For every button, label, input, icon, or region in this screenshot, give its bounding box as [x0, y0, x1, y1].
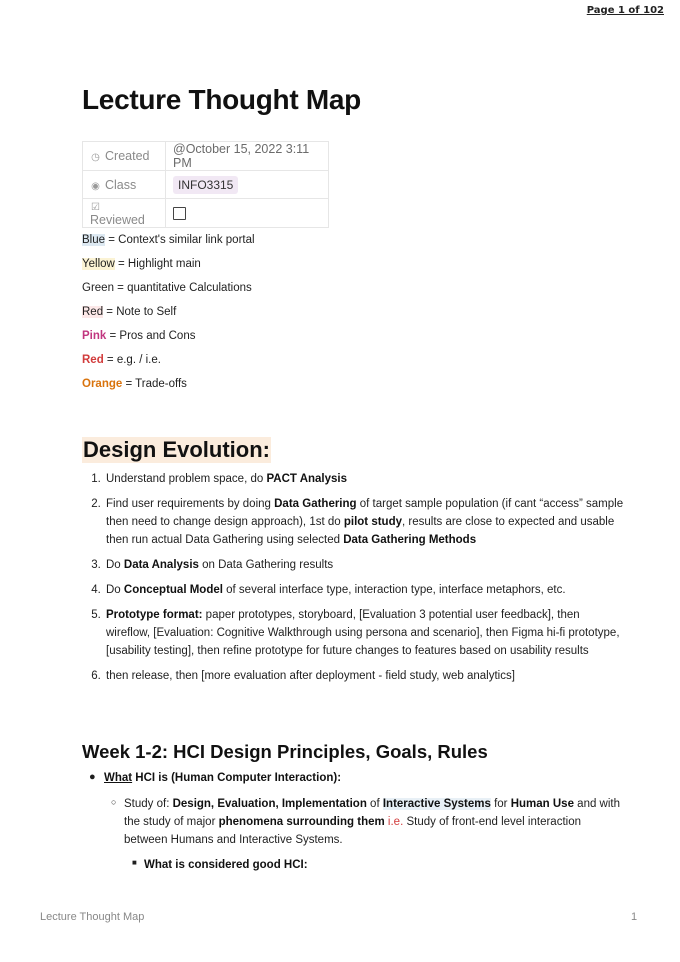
bullet-bold: Design, Evaluation, Implementation [172, 798, 367, 810]
legend-item-blue [82, 230, 255, 254]
properties-table [82, 141, 329, 228]
legend-text: = Highlight main [114, 258, 201, 270]
footer-document-title: Lecture Thought Map [40, 911, 145, 923]
legend-text: = quantitative Calculations [113, 282, 252, 294]
checkbox-icon: ☑ [91, 202, 100, 213]
property-label: Reviewed [90, 213, 145, 227]
design-evolution-heading: Design Evolution: [83, 437, 270, 462]
reviewed-checkbox[interactable] [173, 207, 186, 220]
step-text: paper prototypes, storyboard, [Evaluation 3 potential user feedback], then wireflow, [Evaluation: Cognitive Walkthrough using persona and scenario], then Figma hi-fi prototype, [usability testing], then refine prototype for future changes to features based on usability results [106, 608, 620, 658]
legend-item-red-eg [82, 350, 255, 374]
legend-text: = Trade-offs [122, 378, 187, 390]
property-row-class [83, 171, 329, 199]
step-bold: Data Gathering Methods [343, 534, 477, 547]
bullet-bold: phenomena surrounding them [218, 816, 385, 829]
step-bold: pilot study [343, 516, 402, 529]
property-value-created[interactable]: @October 15, 2022 3:11 PM [166, 142, 329, 171]
list-item [104, 769, 624, 787]
design-evolution-list [82, 470, 624, 692]
step-text: Find user requirements by doing [106, 497, 275, 510]
step-text: , results are close to expected and usable then run actual Data Gathering using selected [106, 516, 615, 547]
footer-page-number: 1 [631, 911, 638, 923]
property-key [83, 142, 166, 171]
legend-item-orange [82, 374, 255, 398]
bullet-text: and with the study of major [124, 798, 621, 829]
list-item [104, 495, 624, 550]
legend-item-yellow [82, 254, 255, 278]
legend-key: Orange [82, 378, 123, 390]
step-bold: Conceptual Model [123, 584, 223, 597]
week-heading: Week 1-2: HCI Design Principles, Goals, Rules [82, 741, 488, 762]
list-item [104, 667, 624, 685]
property-label: Created [105, 149, 150, 163]
legend-item-pink [82, 326, 255, 350]
list-item [104, 581, 624, 599]
color-legend [82, 230, 255, 398]
bullet-text: Study of: [124, 798, 173, 810]
property-key [83, 199, 166, 228]
legend-text: = Context's similar link portal [105, 234, 255, 246]
list-item [144, 856, 624, 874]
bullet-text: for [490, 798, 511, 810]
property-row-reviewed [83, 199, 329, 228]
bullet-bold: HCI is (Human Computer Interaction): [132, 772, 342, 784]
step-bold: Data Gathering [274, 497, 357, 510]
legend-item-green [82, 278, 255, 302]
class-tag[interactable]: INFO3315 [173, 176, 238, 194]
property-value-class[interactable] [166, 171, 329, 199]
step-text: of several interface type, interaction type, interface metaphors, etc. [222, 584, 566, 597]
step-bold: Prototype format: [106, 608, 203, 621]
page-indicator: Page 1 of 102 [586, 5, 664, 16]
bullet-square-icon: ■ [132, 858, 137, 867]
list-item [104, 606, 624, 661]
bullet-bold: Human Use [510, 798, 574, 810]
list-item [104, 556, 624, 574]
bullet-disc-icon: ● [89, 771, 96, 783]
step-text: Understand problem space, do [106, 473, 267, 485]
bullet-circle-icon: ○ [111, 797, 117, 807]
legend-key: Green [82, 282, 114, 294]
property-label: Class [105, 177, 137, 192]
property-key [83, 171, 166, 199]
step-bold: Data Analysis [123, 559, 199, 572]
bullet-text: of [366, 798, 383, 810]
clock-icon: ◷ [91, 152, 100, 163]
bullet-bold: Interactive Systems [382, 798, 491, 810]
select-icon: ◉ [91, 180, 100, 192]
page-title: Lecture Thought Map [82, 84, 361, 115]
step-bold: PACT Analysis [266, 473, 347, 485]
bullet-red-text: i.e. [384, 816, 404, 829]
legend-text: = e.g. / i.e. [103, 354, 161, 366]
legend-key: Pink [82, 330, 107, 342]
legend-key: Red [82, 306, 104, 318]
property-value-reviewed [166, 199, 329, 228]
legend-key: Red [82, 354, 104, 366]
bullet-text: Study of front-end level interaction between Humans and Interactive Systems. [124, 816, 581, 847]
legend-text: = Note to Self [103, 306, 177, 318]
step-text: on Data Gathering results [198, 559, 334, 572]
legend-key: Blue [82, 234, 106, 246]
bullet-bold: What [104, 772, 133, 784]
step-text: then release, then [more evaluation after deployment - field study, web analytics] [106, 670, 515, 683]
list-item [124, 795, 624, 850]
legend-key: Yellow [82, 258, 115, 270]
property-row-created [83, 142, 329, 171]
legend-item-red-note [82, 302, 255, 326]
legend-text: = Pros and Cons [106, 330, 196, 342]
step-text: Do [106, 559, 124, 572]
step-text: of target sample population (if cant “access” sample then need to change design approach), 1st do [106, 497, 624, 529]
step-text: Do [106, 584, 124, 597]
bullet-bold: What is considered good HCI: [144, 859, 308, 871]
list-item [104, 470, 624, 488]
